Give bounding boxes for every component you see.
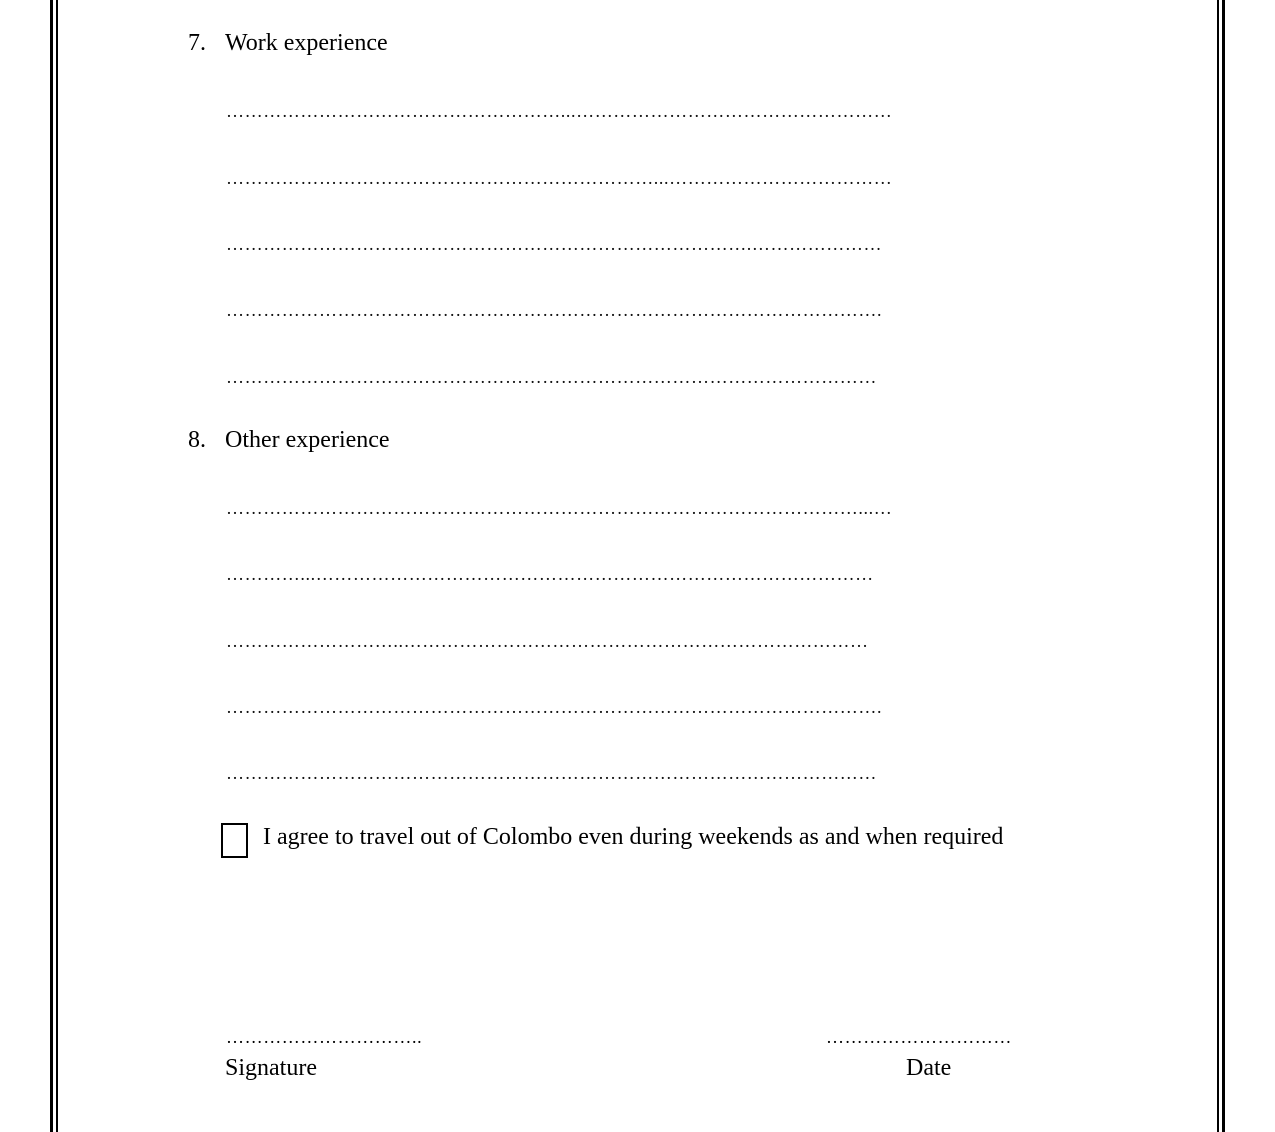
- work-experience-line-3[interactable]: ………………………………………………………………………….…………………: [226, 234, 883, 254]
- work-experience-line-2[interactable]: ……………………………………………………………...………………………………: [226, 168, 893, 188]
- other-experience-line-5[interactable]: ……………………………………………………………………………………………: [226, 763, 877, 783]
- travel-agreement-checkbox[interactable]: [221, 823, 248, 858]
- travel-agreement: [221, 822, 1121, 862]
- date-label: Date: [906, 1055, 952, 1081]
- other-experience-line-1[interactable]: …………………………………………………………………………………………...…: [226, 498, 893, 518]
- work-experience-line-1[interactable]: ………………………………………………...……………………………………………: [226, 101, 893, 121]
- signature-line[interactable]: …………………………..: [226, 1027, 423, 1047]
- page-border-right-outer: [1222, 0, 1225, 1132]
- travel-agreement-label: I agree to travel out of Colombo even during weekends as and when required: [263, 824, 1004, 850]
- other-experience-line-3[interactable]: ………………………..…………………………………………………………………: [226, 631, 869, 651]
- section-title: Work experience: [225, 30, 388, 56]
- signature-label: Signature: [225, 1055, 317, 1081]
- work-experience-line-4[interactable]: …………………………………………………………………………………………….: [226, 300, 883, 320]
- section-title: Other experience: [225, 427, 390, 453]
- other-experience-line-2[interactable]: …………...………………………………………………………………………………: [226, 564, 874, 584]
- page-border-right-inner: [1217, 0, 1219, 1132]
- section-number: 8.: [188, 427, 206, 453]
- page-border-left-outer: [50, 0, 53, 1132]
- section-number: 7.: [188, 30, 206, 56]
- work-experience-line-5[interactable]: ……………………………………………………………………………………………: [226, 367, 877, 387]
- date-line[interactable]: …………………………: [826, 1027, 1012, 1047]
- other-experience-line-4[interactable]: …………………………………………………………………………………………….: [226, 697, 883, 717]
- page-border-left-inner: [56, 0, 58, 1132]
